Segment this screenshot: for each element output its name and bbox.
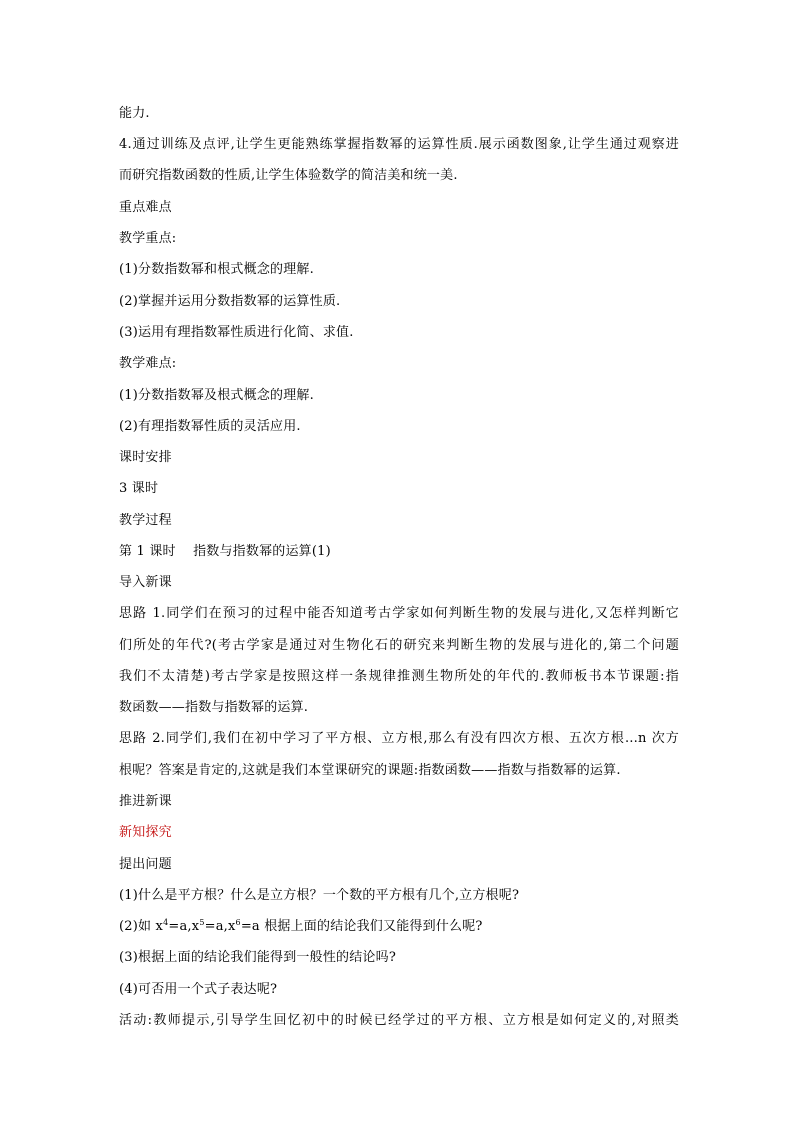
question-line: (3)根据上面的结论我们能得到一般性的结论吗?: [119, 950, 396, 965]
question-text: =a,x: [168, 919, 200, 934]
superscript: 4: [163, 918, 169, 927]
question-text: =a 根据上面的结论我们又能得到什么呢?: [240, 919, 483, 934]
text-line: 数函数——指数与指数幂的运算.: [119, 700, 309, 715]
text-line: 3 课时: [119, 481, 159, 496]
text-line: (2)掌握并运用分数指数幂的运算性质.: [119, 294, 341, 309]
heading: 提出问题: [119, 857, 172, 872]
question-line: (1)什么是平方根？什么是立方根？一个数的平方根有几个,立方根呢?: [119, 888, 520, 903]
text-line: (1)分数指数幂和根式概念的理解.: [119, 262, 314, 277]
heading: 教学过程: [119, 513, 172, 528]
section-heading-red: 新知探究: [119, 825, 172, 840]
question-text: =a,x: [204, 919, 236, 934]
superscript: 6: [235, 918, 241, 927]
text-line: 教学难点:: [119, 356, 177, 371]
text-line: 思路 2.同学们,我们在初中学习了平方根、立方根,那么有没有四次方根、五次方根…n 次方: [119, 731, 679, 746]
heading: 导入新课: [119, 575, 172, 590]
lesson-title: 第 1 课时 指数与指数幂的运算(1): [119, 544, 331, 559]
question-line: (4)可否用一个式子表达呢?: [119, 982, 278, 997]
heading: 推进新课: [119, 794, 172, 809]
text-line: 思路 1.同学们在预习的过程中能否知道考古学家如何判断生物的发展与进化,又怎样判断它: [119, 606, 679, 621]
text-line: (1)分数指数幂及根式概念的理解.: [119, 388, 314, 403]
text-line: (2)有理指数幂性质的灵活应用.: [119, 419, 301, 434]
text-line: 我们不太清楚)考古学家是按照这样一条规律推测生物所处的年代的.教师板书本节课题:指: [119, 669, 679, 684]
text-line: 教学重点:: [119, 231, 177, 246]
question-text: (2)如 x: [119, 919, 164, 934]
text-line: 根呢？答案是肯定的,这就是我们本堂课研究的课题:指数函数——指数与指数幂的运算.: [119, 763, 621, 778]
heading: 重点难点: [119, 200, 172, 215]
question-line: [119, 919, 679, 935]
text-line: 们所处的年代?(考古学家是通过对生物化石的研究来判断生物的发展与进化的,第二个问题: [119, 638, 679, 653]
text-line: 4.通过训练及点评,让学生更能熟练掌握指数幂的运算性质.展示函数图象,让学生通过观察进: [119, 137, 679, 152]
text-line: (3)运用有理指数幂性质进行化简、求值.: [119, 325, 354, 340]
text-line: 而研究指数函数的性质,让学生体验数学的简洁美和统一美.: [119, 168, 458, 183]
heading: 课时安排: [119, 450, 172, 465]
text-line: 活动:教师提示,引导学生回忆初中的时候已经学过的平方根、立方根是如何定义的,对照类: [119, 1013, 679, 1028]
text-line: 能力.: [119, 106, 150, 121]
superscript: 5: [199, 918, 205, 927]
